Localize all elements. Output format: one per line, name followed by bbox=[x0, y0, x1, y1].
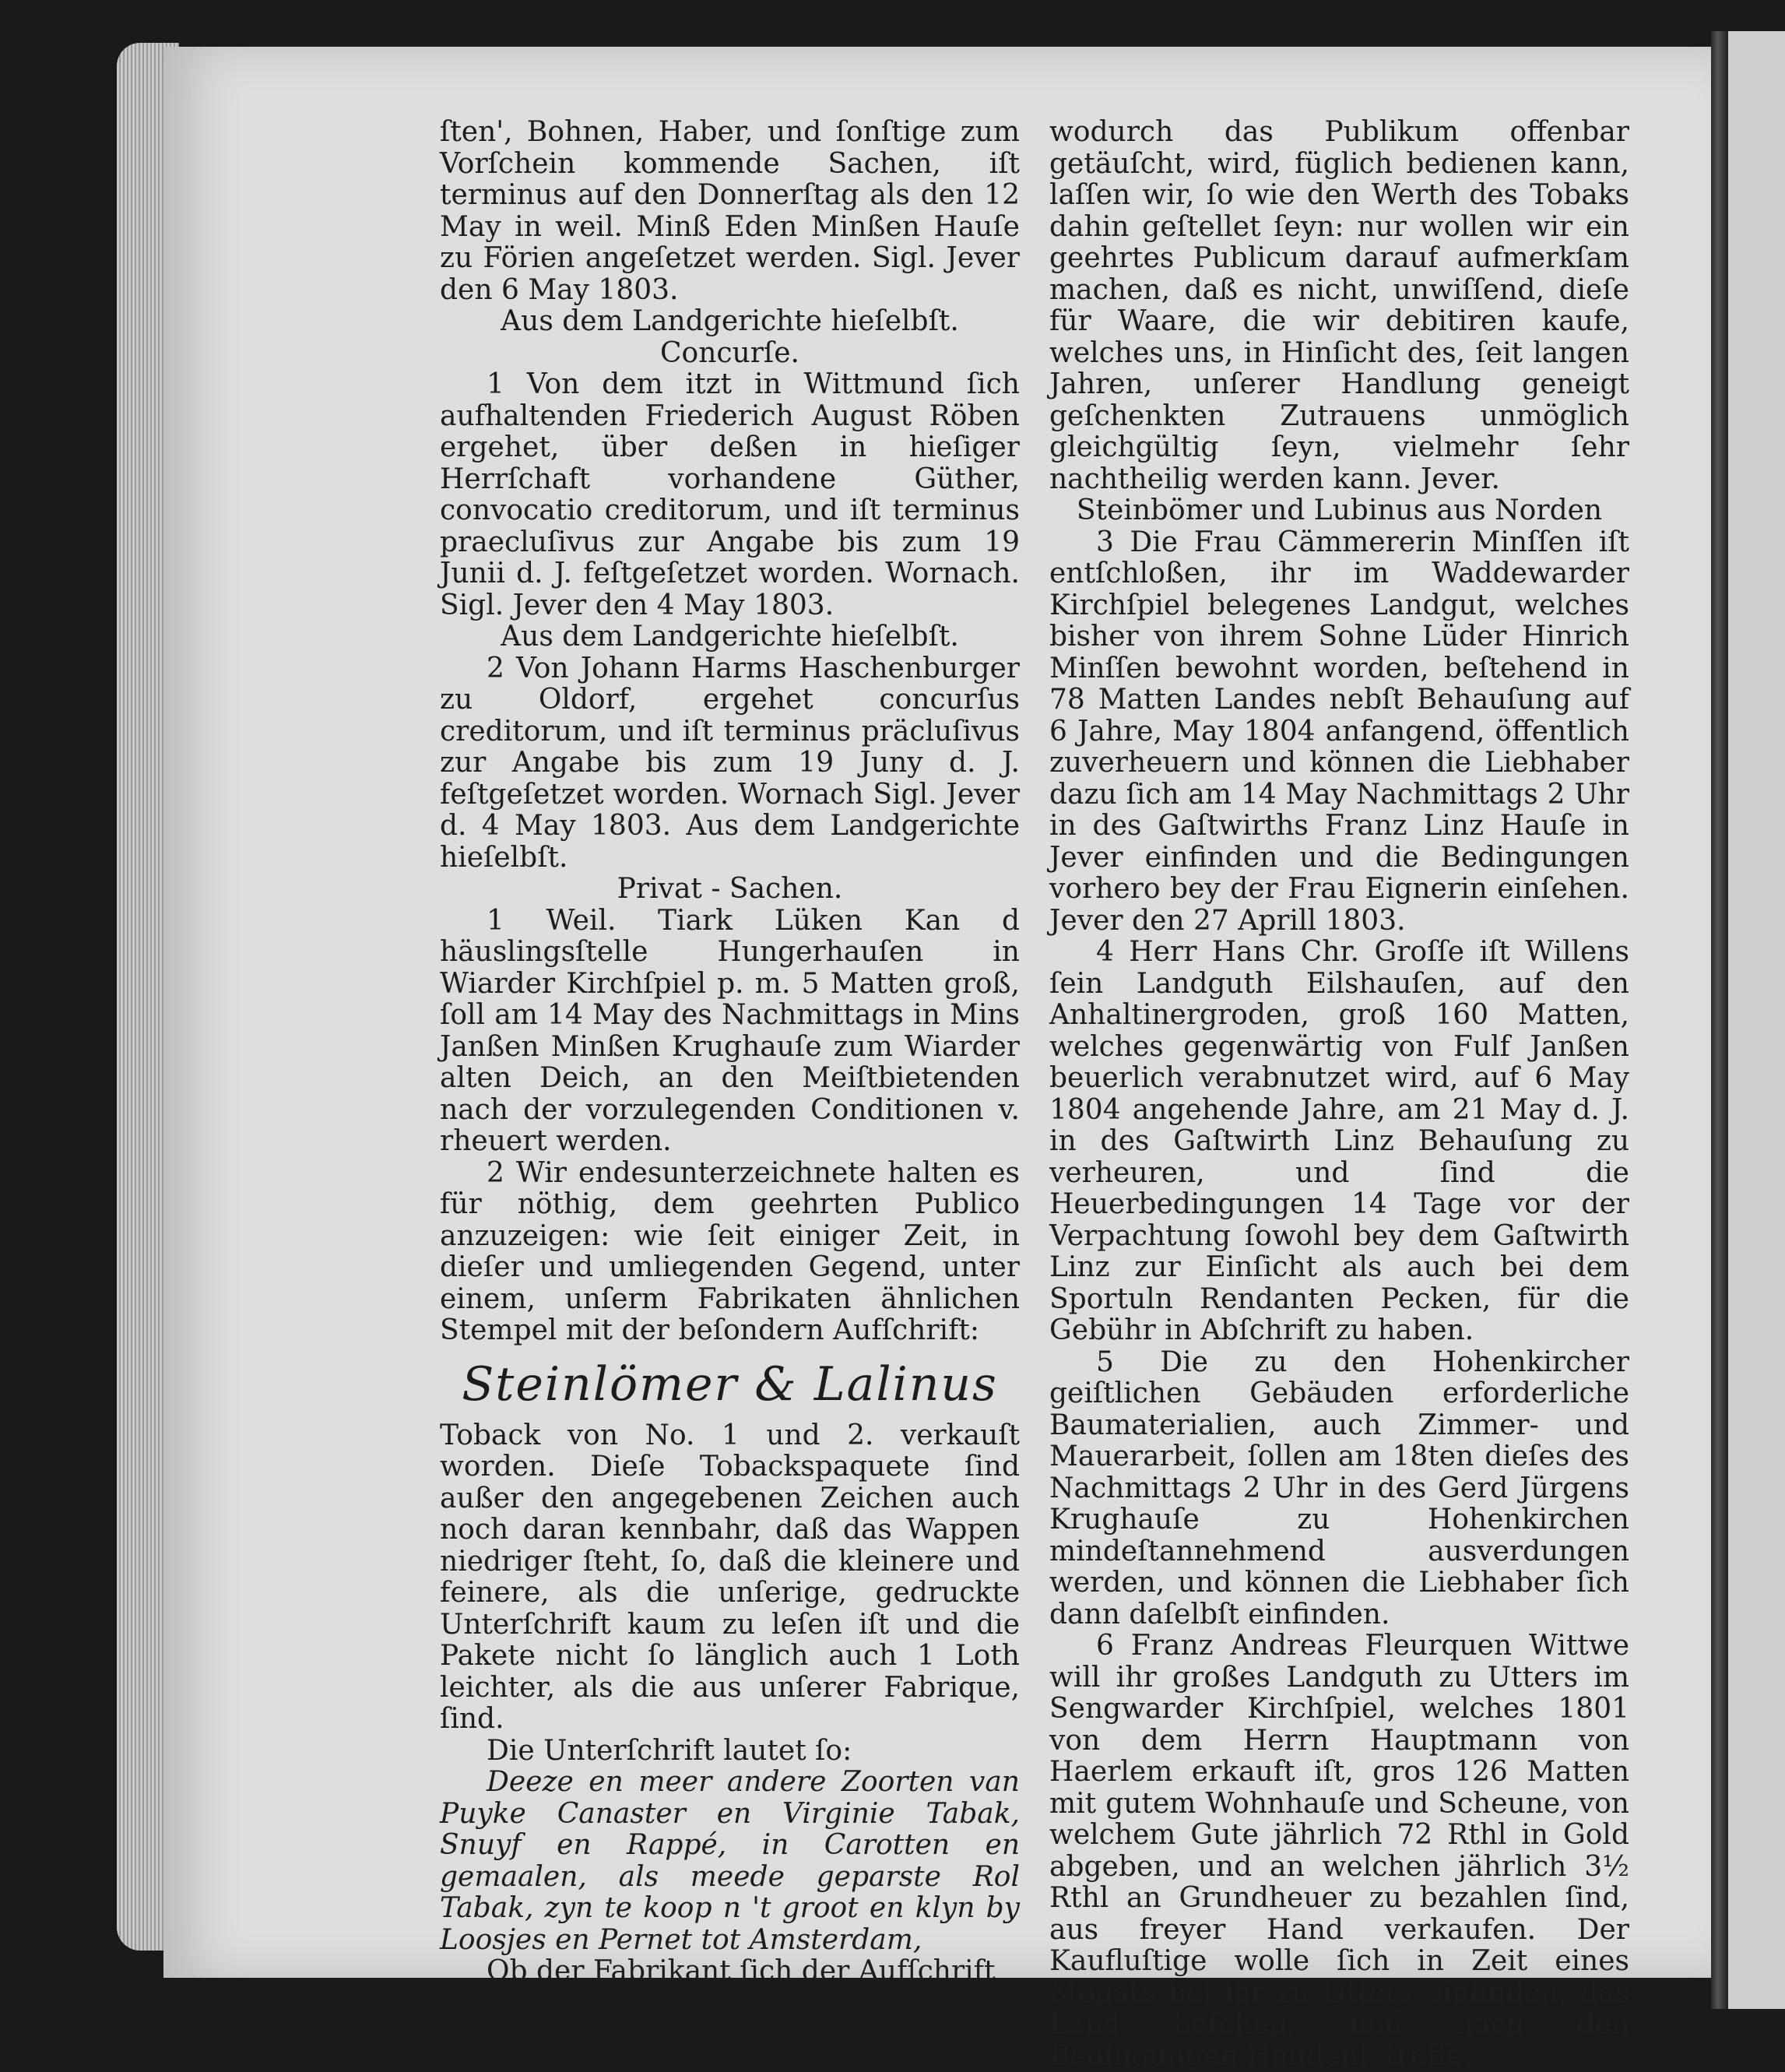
paragraph: Die Unterſchrift lautet ſo: bbox=[487, 1734, 852, 1767]
paragraph: 2 Von Johann Harms Haschenburger zu Oldorf, ergehet concurſus creditorum, und iſt terminus präcluſivus zur Angabe bis zum 19 Juny d. J. feſtgeſetzet worden. Wornach Sigl. Jever d. 4 May 1803. Aus dem Landgerichte hieſelbſt. bbox=[440, 652, 1020, 874]
right-column bbox=[1049, 117, 1629, 2072]
stamp-signature: Steinlömer & Lalinus bbox=[462, 1356, 998, 1412]
paragraph: 5 Die zu den Hohenkircher geiſtlichen Gebäuden erforderliche Baumaterialien, auch Zimmer- und Mauerarbeit, ſollen am 18ten dieſes des Nachmittags 2 Uhr in des Gerd Jürgens Krughauſe zu Hohenkirchen mindeſtannehmend ausverdungen werden, und können die Liebhaber ſich dann daſelbſt einfinden. bbox=[1049, 1346, 1629, 1631]
paragraph: 2 Wir endesunterzeichnete halten es für nöthig, dem geehrten Publico anzuzeigen: wie ſeit einiger Zeit, in dieſer und umliegenden Gegend, unter einem, unſerm Fabrikaten ähnlichen Stempel mit der beſondern Aufſchrift: bbox=[440, 1156, 1020, 1346]
paragraph: Ob der Fabrikant ſich der Aufſchrift bbox=[487, 1955, 996, 1987]
paragraph: 1 Weil. Tiark Lüken Kan d häuslingsſtelle Hungerhauſen in Wiarder Kirchſpiel p. m. 5 Matten groß, ſoll am 14 May des Nachmittags in Mins Janßen Minßen Krughauſe zum Wiarder alten Deich, an den Meiſtbietenden nach der vorzulegenden Conditionen v. rheuert werden. bbox=[440, 904, 1020, 1157]
paragraph: Toback von No. 1 und 2. verkauſt worden. Dieſe Tobackspaquete ſind außer den angegebenen Zeichen auch noch daran kennbahr, daß das Wappen niedriger ſteht, ſo, daß die kleinere und feinere, als die unſerige, gedruckte Unterſchrift kaum zu leſen iſt und die Pakete nicht ſo länglich auch 1 Loth leichter, als die aus unſerer Fabrique, ſind. bbox=[440, 1419, 1020, 1735]
paragraph: wodurch das Publikum offenbar getäuſcht, wird, füglich bedienen kann, laſſen wir, ſo wie den Werth des Tobaks dahin geſtellet ſeyn: nur wollen wir ein geehrtes Publicum darauf aufmerkſam machen, daß es nicht, unwiſſend, dieſe für Waare, die wir debitiren kaufe, welches uns, in Hinſicht des, ſeit langen Jahren, unſerer Handlung geneigt geſchenkten Zutrauens unmöglich gleichgültig ſeyn, vielmehr ſehr nachtheilig werden kann. Jever. bbox=[1049, 116, 1629, 495]
facing-page-edge bbox=[1728, 31, 1785, 2009]
section-heading: Aus dem Landgerichte hieſelbſt. bbox=[501, 621, 959, 653]
quoted-inscription: Deeze en meer andere Zoorten van Puyke Canaster en Virginie Tabak, Snuyf en Rappé, in Carotten en gemaalen, als meede geparste Rol Tabak, zyn te koop n 't groot en klyn by Loosjes en Pernet tot Amsterdam, bbox=[440, 1766, 1020, 1956]
left-column bbox=[440, 117, 1020, 1988]
signatory: Steinbömer und Lubinus aus Norden bbox=[1076, 494, 1603, 526]
section-heading: Concurſe. bbox=[659, 336, 800, 369]
paragraph: ſten', Bohnen, Haber, und ſonſtige zum Vorſchein kommende Sachen, iſt terminus auf den Donnerſtag als den 12 May in weil. Minß Eden Minßen Hauſe zu Förien angeſetzet werden. Sigl. Jever den 6 May 1803. bbox=[440, 116, 1020, 306]
section-heading: Privat - Sachen. bbox=[617, 873, 843, 905]
paragraph: 6 Franz Andreas Fleurquen Wittwe will ihr großes Landguth zu Utters im Sengwarder Kirchſpiel, welches 1801 von dem Herrn Hauptmann von Haerlem erkauft iſt, gros 126 Matten mit gutem Wohnhauſe und Scheune, von welchem Gute jährlich 72 Rthl in Gold abgeben, und an welchen jährlich 3½ Rthl an Grundheuer zu bezahlen ſind, aus freyer Hand verkaufen. Der Kaufluſtige wolle ſich in Zeit eines Monats bei ihr zu Utters einfinden, das Land beſehen, und nach den Bedingungen Handenl. treffe. bbox=[1049, 1630, 1629, 2072]
paragraph: 3 Die Frau Cämmererin Minſſen iſt entſchloßen, ihr im Waddewarder Kirchſpiel belegenes Landgut, welches bisher von ihrem Sohne Lüder Hinrich Minſſen bewohnt worden, beſtehend in 78 Matten Landes nebſt Behauſung auf 6 Jahre, May 1804 anfangend, öffentlich zuverheuern und können die Liebhaber dazu ſich am 14 May Nachmittags 2 Uhr in des Gaſtwirths Franz Linz Hauſe in Jever einfinden und die Bedingungen vorhero bey der Frau Eignerin einſehen. Jever den 27 Aprill 1803. bbox=[1049, 526, 1629, 937]
book-gutter bbox=[1711, 31, 1728, 2009]
paragraph: 4 Herr Hans Chr. Groſſe iſt Willens ſein Landguth Eilshauſen, auf den Anhaltinergroden, groß 160 Matten, welches gegenwärtig von Fulf Janßen beuerlich verabnutzet wird, auf 6 May 1804 angehende Jahre, am 21 May d. J. in des Gaſtwirth Linz Behauſung zu verheuren, und ſind die Heuerbedingungen 14 Tage vor der Verpachtung ſowohl bey dem Gaſtwirth Linz zur Einſicht als auch bei dem Sportuln Rendanten Pecken, für die Gebühr in Abſchrift zu haben. bbox=[1049, 936, 1629, 1346]
section-heading: Aus dem Landgerichte hieſelbſt. bbox=[501, 305, 959, 337]
paragraph: 1 Von dem itzt in Wittmund ſich aufhaltenden Friederich August Röben ergehet, über deßen in hieſiger Herrſchaft vorhandene Güther, convocatio creditorum, und iſt terminus praecluſivus zur Angabe bis zum 19 Junii d. J. feſtgeſetzet worden. Wornach. Sigl. Jever den 4 May 1803. bbox=[440, 368, 1020, 621]
